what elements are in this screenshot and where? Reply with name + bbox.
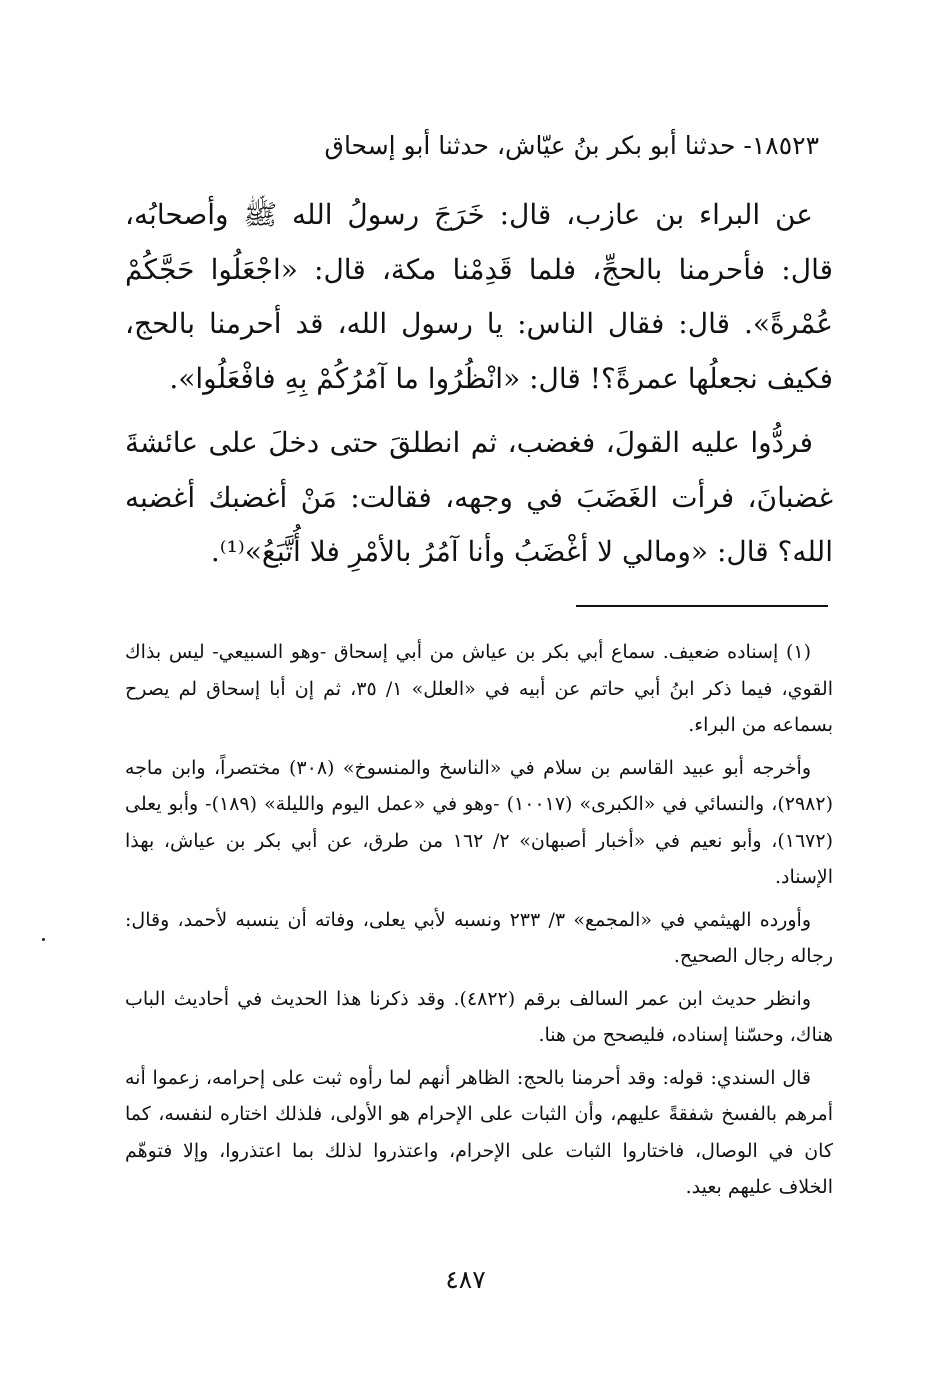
footnote-separator: [576, 605, 828, 607]
footnote-paragraph: وأورده الهيثمي في «المجمع» ٣/ ٢٣٣ ونسبه لأبي يعلى، وفاته أن ينسبه لأحمد، وقال: رجاله رجال الصحيح.: [125, 908, 833, 967]
hadith-paragraph: عن البراء بن عازب، قال: خَرَجَ رسولُ الله ﷺ وأصحابُه، قال: فأحرمنا بالحجِّ، فلما قَدِمْنا مكة، قال: «اجْعَلُوا حَجَّكُمْ عُمْرةً». قال: فقال الناس: يا رسول الله، قد أحرمنا بالحج، فكيف نجعلُها عمرةً؟! قال: «انْظُرُوا ما آمُرُكُمْ بِهِ فافْعَلُوا».: [125, 198, 833, 395]
scan-speck: [42, 938, 45, 941]
footnote-paragraph: (١) إسناده ضعيف. سماع أبي بكر بن عياش من أبي إسحاق -وهو السبيعي- ليس بذاك القوي، فيما ذكر ابنُ أبي حاتم عن أبيه في «العلل» ١/ ٣٥، ثم إن أبا إسحاق لم يصرح بسماعه من البراء.: [125, 641, 833, 736]
footnote-paragraph: وأخرجه أبو عبيد القاسم بن سلام في «الناسخ والمنسوخ» (٣٠٨) مختصراً، وابن ماجه (٢٩٨٢)، والنسائي في «الكبرى» (١٠٠١٧) -وهو في «عمل اليوم والليلة» (١٨٩)- وأبو يعلى (١٦٧٢)، وأبو نعيم في «أخبار أصبهان» ٢/ ١٦٢ من طرق، عن أبي بكر بن عياش، بهذا الإسناد.: [125, 756, 833, 888]
page-number: ٤٨٧: [445, 1265, 486, 1294]
hadith-isnad: ١٨٥٢٣- حدثنا أبو بكر بنُ عيّاش، حدثنا أبو إسحاق: [324, 131, 819, 160]
footnote-paragraph: قال السندي: قوله: وقد أحرمنا بالحج: الظاهر أنهم لما رأوه ثبت على إحرامه، زعموا أنه أمرهم بالفسخ شفقةً عليهم، وأن الثبات على الإحرام هو الأولى، فلذلك اختاره لنفسه، كما كان في الوصال، فاختاروا الثبات على الإحرام، واعتذروا لذلك بما اعتذروا، وإلا فتوهّم الخلاف عليهم بعيد.: [125, 1066, 833, 1198]
footnotes: [125, 634, 833, 1212]
footnote-paragraph: وانظر حديث ابن عمر السالف برقم (٤٨٢٢). وقد ذكرنا هذا الحديث في أحاديث الباب هناك، وحسّنا إسناده، فليصحح من هنا.: [125, 987, 833, 1046]
hadith-paragraph: فردُّوا عليه القولَ، فغضب، ثم انطلقَ حتى دخلَ على عائشةَ غضبانَ، فرأت الغَضَبَ في وجهه، فقالت: مَنْ أغضبك أغضبه الله؟ قال: «ومالي لا أغْضَبُ وأنا آمُرُ بالأمْرِ فلا أُتَّبَعُ»⁽¹⁾.: [125, 426, 833, 568]
hadith-body: [125, 188, 833, 590]
